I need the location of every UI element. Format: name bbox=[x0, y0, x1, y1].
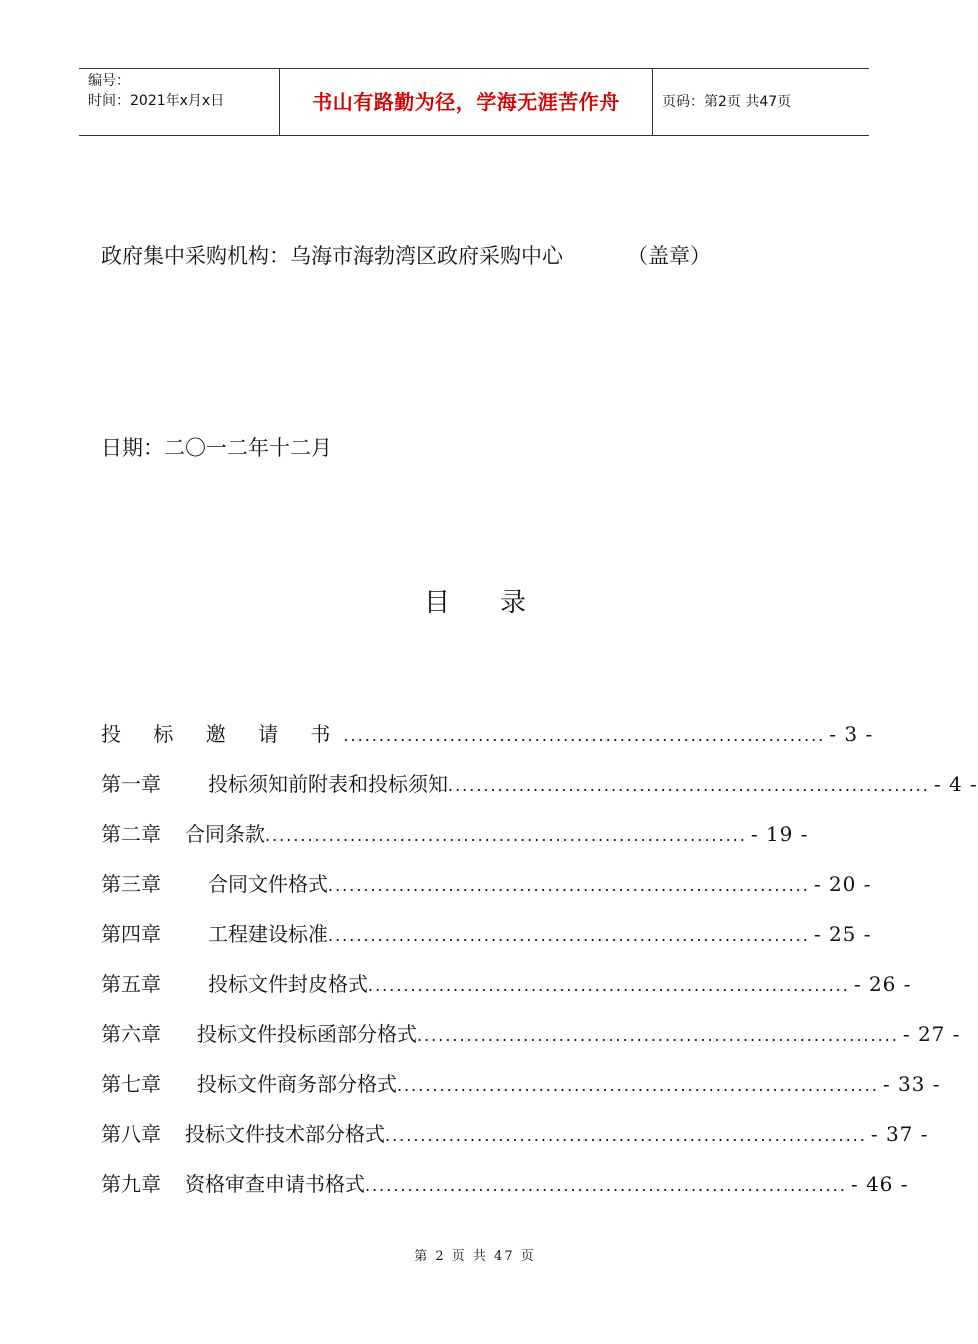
toc-item[interactable] bbox=[101, 918, 872, 968]
toc-title: 目录 bbox=[423, 588, 576, 618]
toc-item-page: - 3 - bbox=[829, 722, 874, 746]
toc-item-page: - 4 - bbox=[933, 772, 978, 796]
toc-leader: .................................................................... bbox=[365, 1176, 847, 1195]
toc-item[interactable] bbox=[101, 868, 872, 918]
toc-item-title: 合同文件格式 bbox=[208, 872, 328, 896]
toc-item-title: 投标文件商务部分格式 bbox=[197, 1072, 397, 1096]
toc-item-title: 投标文件技术部分格式 bbox=[185, 1122, 385, 1146]
toc-item[interactable] bbox=[101, 768, 978, 818]
toc-item-label: 第四章 bbox=[101, 922, 161, 946]
toc-item-title: 投标文件封皮格式 bbox=[208, 972, 368, 996]
toc-item-page: - 19 - bbox=[750, 822, 809, 846]
agency-line bbox=[101, 240, 711, 270]
toc-item-page: - 26 - bbox=[853, 972, 912, 996]
page-footer: 第 2 页 共 47 页 bbox=[414, 1249, 536, 1264]
toc-item-label: 第七章 bbox=[101, 1072, 161, 1096]
date-line: 日期：二〇一二年十二月 bbox=[101, 436, 332, 460]
toc-item-page: - 20 - bbox=[813, 872, 872, 896]
header-page-info: 页码：第2页 共47页 bbox=[662, 94, 792, 110]
toc-item-label: 第一章 bbox=[101, 772, 161, 796]
toc-item-page: - 33 - bbox=[882, 1072, 941, 1096]
toc-item-title: 工程建设标准 bbox=[208, 922, 328, 946]
page-header bbox=[79, 68, 869, 136]
toc-item-title: 投标须知前附表和投标须知 bbox=[208, 772, 448, 796]
toc-item-label: 第五章 bbox=[101, 972, 161, 996]
toc-item-label: 投 标 邀 请 书 bbox=[101, 722, 344, 746]
seal-text: （盖章） bbox=[627, 244, 711, 268]
toc-leader: .................................................................... bbox=[368, 976, 850, 995]
time-label: 时间：2021年x月x日 bbox=[88, 93, 225, 109]
toc-item[interactable] bbox=[101, 968, 912, 1018]
toc-leader: .................................................................... bbox=[328, 926, 810, 945]
toc-leader: .................................................................... bbox=[265, 826, 747, 845]
number-label: 编号： bbox=[88, 73, 130, 89]
agency-text: 政府集中采购机构：乌海市海勃湾区政府采购中心 bbox=[101, 244, 563, 268]
toc-item-label: 第六章 bbox=[101, 1022, 161, 1046]
toc-item[interactable] bbox=[101, 1018, 961, 1068]
header-motto: 书山有路勤为径，学海无涯苦作舟 bbox=[280, 69, 653, 135]
toc-leader: .................................................................... bbox=[417, 1026, 899, 1045]
toc-item[interactable] bbox=[101, 1118, 929, 1168]
toc-item-label: 第九章 bbox=[101, 1172, 161, 1196]
toc-item-page: - 25 - bbox=[813, 922, 872, 946]
header-meta bbox=[79, 69, 280, 135]
toc-item[interactable] bbox=[101, 818, 809, 868]
toc-leader: .................................................................... bbox=[343, 726, 826, 745]
toc-item-title: 合同条款 bbox=[185, 822, 265, 846]
toc-item-label: 第三章 bbox=[101, 872, 161, 896]
toc-item-page: - 27 - bbox=[902, 1022, 961, 1046]
toc-leader: .................................................................... bbox=[385, 1126, 867, 1145]
toc-item-label: 第八章 bbox=[101, 1122, 161, 1146]
toc-item[interactable] bbox=[101, 1068, 941, 1118]
toc-item-title: 资格审查申请书格式 bbox=[185, 1172, 365, 1196]
toc-leader: .................................................................... bbox=[397, 1076, 879, 1095]
toc-item-page: - 46 - bbox=[850, 1172, 909, 1196]
toc-leader: .................................................................... bbox=[448, 776, 930, 795]
toc-leader: .................................................................... bbox=[328, 876, 810, 895]
toc-item[interactable] bbox=[101, 1168, 909, 1218]
toc-item-page: - 37 - bbox=[870, 1122, 929, 1146]
toc-item-label: 第二章 bbox=[101, 822, 161, 846]
toc-item-title: 投标文件投标函部分格式 bbox=[197, 1022, 417, 1046]
toc-item[interactable] bbox=[101, 718, 874, 768]
table-of-contents bbox=[101, 718, 978, 1218]
